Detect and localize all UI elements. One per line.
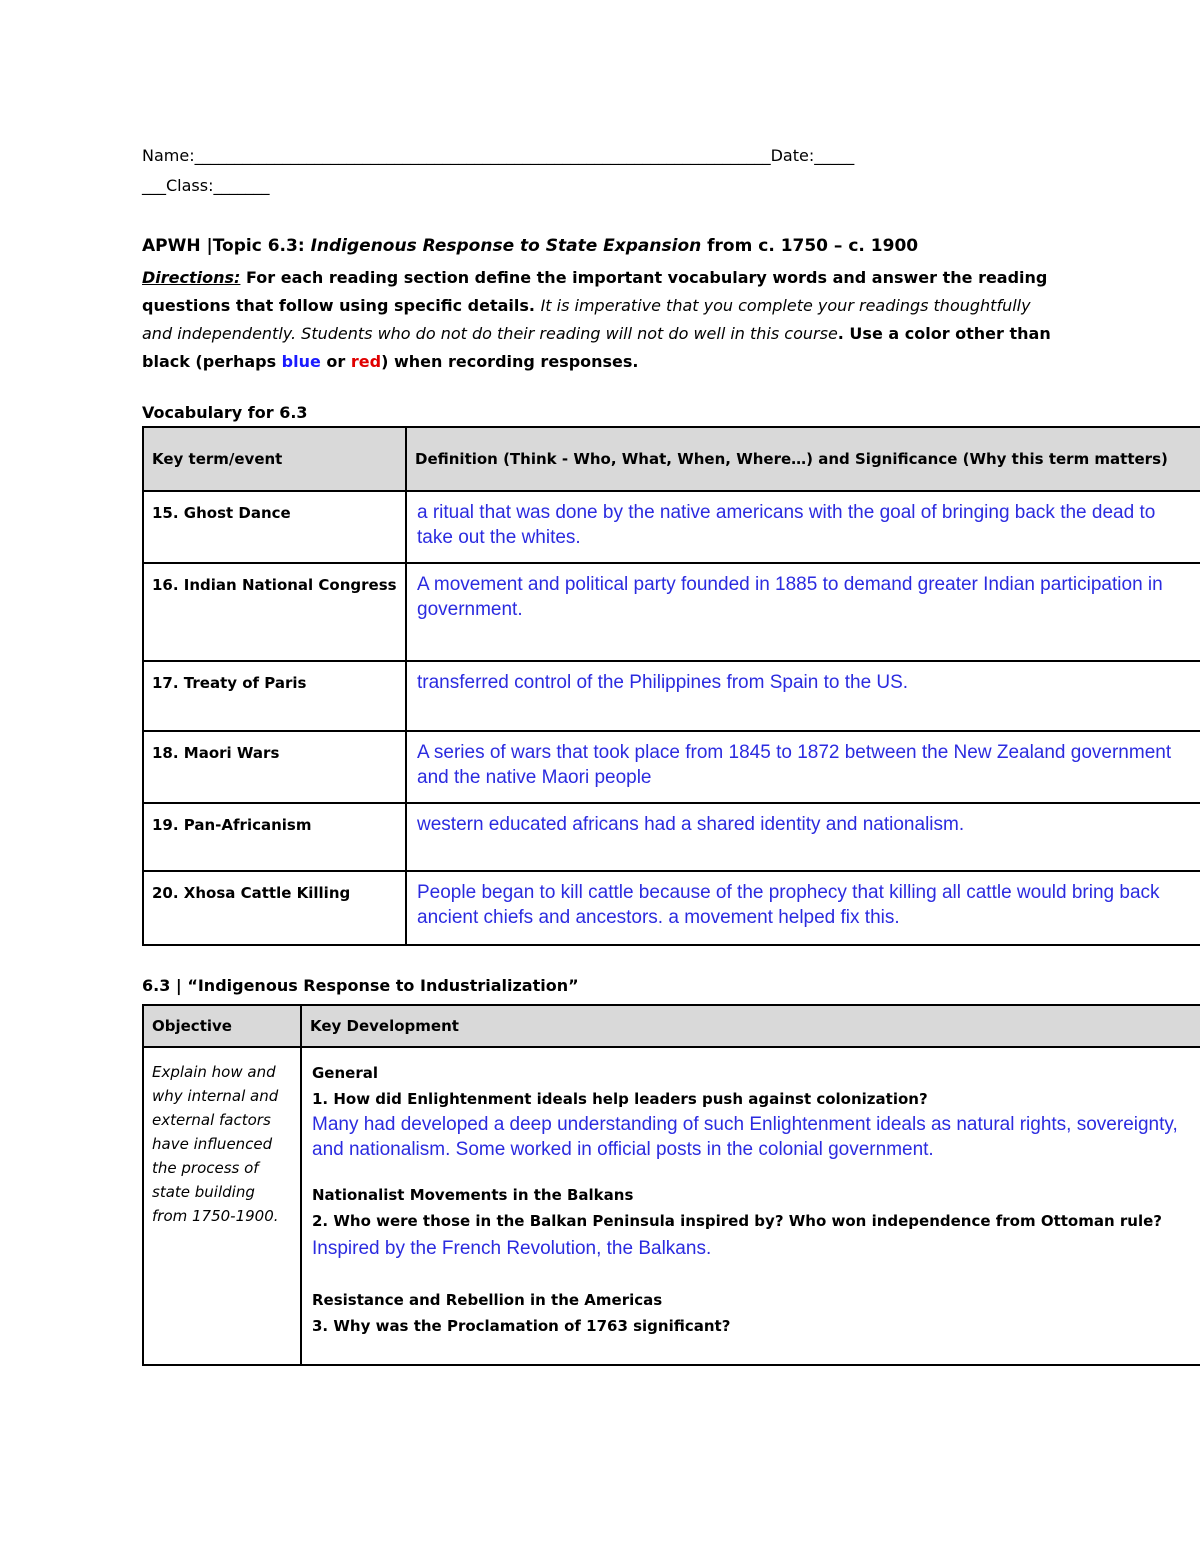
name-blank[interactable]: ________________________________________________________________________ — [194, 146, 771, 165]
vocab-term: 17. Treaty of Paris — [143, 661, 406, 731]
vocab-definition: transferred control of the Philippines from Spain to the US. — [417, 672, 909, 693]
vocab-col-term: Key term/event — [143, 427, 406, 491]
vocab-definition-cell[interactable] — [406, 563, 1200, 661]
objective-col-objective: Objective — [143, 1005, 301, 1047]
objective-col-key-development: Key Development — [301, 1005, 1200, 1047]
directions-text-1: For each reading section define the important vocabulary words and answer the reading questions that follow using specific details. — [142, 268, 1048, 315]
vocab-heading: Vocabulary for 6.3 — [142, 403, 308, 422]
spacer — [312, 1261, 1190, 1287]
class-label: Class: — [166, 176, 214, 195]
vocab-definition: People began to kill cattle because of the prophecy that killing all cattle would bring back ancient chiefs and ancestors. a movement helped fix this. — [417, 882, 1160, 928]
key-development-cell[interactable] — [301, 1047, 1200, 1365]
table-row — [143, 871, 1200, 945]
class-blank[interactable]: _______ — [213, 176, 270, 195]
directions-blue-word: blue — [281, 352, 321, 371]
vocab-header-row — [143, 427, 1200, 491]
vocab-term: 18. Maori Wars — [143, 731, 406, 803]
directions-label: Directions: — [142, 268, 241, 287]
section-balkans: Nationalist Movements in the Balkans — [312, 1186, 634, 1204]
answer-2: Inspired by the French Revolution, the Balkans. — [312, 1238, 712, 1259]
directions-text-2: . Use a color other than black (perhaps — [142, 324, 1051, 371]
vocab-definition-cell[interactable] — [406, 661, 1200, 731]
table-row — [143, 1047, 1200, 1365]
vocab-definition: western educated africans had a shared identity and nationalism. — [417, 814, 965, 835]
name-label: Name: — [142, 146, 195, 165]
objective-table — [142, 1004, 1200, 1366]
vocab-col-definition: Definition (Think - Who, What, When, Where…) and Significance (Why this term matters) — [406, 427, 1200, 491]
vocab-term: 20. Xhosa Cattle Killing — [143, 871, 406, 945]
vocab-definition-cell[interactable] — [406, 803, 1200, 871]
answer-1: Many had developed a deep understanding of such Enlightenment ideals as natural rights, sovereignty, and nationalism. Some worked in official posts in the colonial government. — [312, 1114, 1178, 1160]
vocab-definition-cell[interactable] — [406, 871, 1200, 945]
directions-red-word: red — [350, 352, 382, 371]
title-suffix: from c. 1750 – c. 1900 — [701, 236, 919, 256]
date-label: Date: — [770, 146, 815, 165]
table-row — [143, 563, 1200, 661]
spacer — [312, 1162, 1190, 1182]
objective-text: Explain how and why internal and external factors have influenced the process of state building from 1750-1900. — [143, 1047, 301, 1365]
vocab-definition: a ritual that was done by the native americans with the goal of bringing back the dead to take out the whites. — [417, 502, 1156, 548]
title-topic: Indigenous Response to State Expansion — [310, 236, 702, 256]
vocab-definition-cell[interactable] — [406, 731, 1200, 803]
objective-header-row — [143, 1005, 1200, 1047]
directions-text-3: ) when recording responses. — [381, 352, 639, 371]
vocab-term: 19. Pan-Africanism — [143, 803, 406, 871]
title-prefix: APWH |Topic 6.3: — [142, 236, 311, 256]
section-americas: Resistance and Rebellion in the Americas — [312, 1291, 663, 1309]
directions — [142, 264, 1062, 376]
vocab-term: 15. Ghost Dance — [143, 491, 406, 563]
question-3: 3. Why was the Proclamation of 1763 significant? — [312, 1317, 731, 1335]
section-general: General — [312, 1064, 378, 1082]
vocab-definition: A movement and political party founded in 1885 to demand greater Indian participation in government. — [417, 574, 1163, 620]
date-blank[interactable]: _____ — [814, 146, 855, 165]
vocab-definition-cell[interactable] — [406, 491, 1200, 563]
name-date-line — [142, 146, 854, 165]
reading-heading: 6.3 | “Indigenous Response to Industrialization” — [142, 976, 579, 995]
class-line — [142, 176, 269, 195]
table-row — [143, 803, 1200, 871]
vocab-table — [142, 426, 1200, 946]
directions-or: or — [320, 352, 351, 371]
question-1: 1. How did Enlightenment ideals help leaders push against colonization? — [312, 1090, 928, 1108]
directions-italic: It is imperative that you complete your readings thoughtfully and independently. Students who do not do their reading will not do well in this course — [142, 296, 1031, 343]
vocab-definition: A series of wars that took place from 1845 to 1872 between the New Zealand government and the native Maori people — [417, 742, 1172, 788]
page-title — [142, 236, 918, 256]
class-prefix-blank: ___ — [142, 176, 166, 195]
question-2: 2. Who were those in the Balkan Peninsula inspired by? Who won independence from Ottoman rule? — [312, 1212, 1162, 1230]
table-row — [143, 491, 1200, 563]
vocab-term: 16. Indian National Congress — [143, 563, 406, 661]
table-row — [143, 731, 1200, 803]
table-row — [143, 661, 1200, 731]
